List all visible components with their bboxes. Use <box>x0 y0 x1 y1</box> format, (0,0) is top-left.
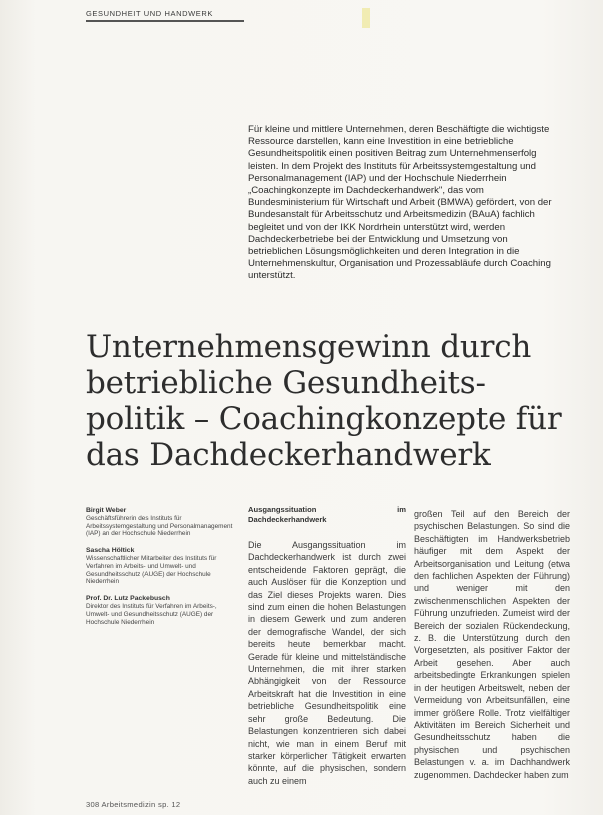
headline-line-1: Unternehmensgewinn durch <box>86 329 532 365</box>
page-footer: 308 Arbeitsmedizin sp. 12 <box>86 800 181 809</box>
author-name: Prof. Dr. Lutz Packebusch <box>86 595 170 603</box>
section-subhead: Ausgangssituation im Dachdeckerhandwerk <box>248 505 406 524</box>
body-text-column-1: Die Ausgangssituation im Dachdeckerhandwerk ist durch zwei entscheidende Faktoren geprägt, die auch Auslöser für die Konzeption und das Ziel dieses Projekts waren. Dies sind zum einen die hohen Belastungen in diesem Gewerk und zum anderen der demografische Wandel, der sich bereits heute bemerkbar macht. Gerade für kleine und mittelständische Unternehmen, die mit ihrer starken Abhängigkeit von der Ressource Arbeitskraft hat die Investition in eine betriebliche Gesundheitspolitik eine sehr große Bedeutung. Die Belastungen konzentrieren sich dabei nicht, wie man in einem Beruf mit starker körperlicher Tätigkeit erwarten könnte, auf die physischen, sondern auch zu einem <box>248 540 406 786</box>
headline-line-4: das Dachdeckerhandwerk <box>86 437 491 473</box>
headline-line-3: politik – Coachingkonzepte für <box>86 401 562 437</box>
intro-paragraph: Für kleine und mittlere Unternehmen, deren Beschäftigte die wichtigste Ressource darstellen, kann eine Investition in eine betriebliche Gesundheitspolitik einen positiven Beitrag zum Unternehmenserfolg leisten. In dem Projekt des Instituts für Arbeitssystemgestaltung und Personalmanagement (IAP) und der Hochschule Niederrhein „Coachingkonzepte im Dachdeckerhandwerk", das vom Bundesministerium für Wirtschaft und Arbeit (BMWA) gefördert, von der Bundesanstalt für Arbeitsschutz und Arbeitsmedizin (BAuA) fachlich begleitet und von der IKK Nordrhein unterstützt wird, werden Dachdeckerbetriebe bei der Entwicklung und Umsetzung von betrieblichen Lösungsmöglichkeiten und deren Integration in die Unternehmenskultur, Organisation und Prozessabläufe durch Coaching unterstützt. <box>248 124 552 282</box>
body-text-column-2: großen Teil auf den Bereich der psychischen Belastungen. So sind die Beschäftigten im Handwerksbetrieb häufiger mit dem Aspekt der Arbeitsorganisation und Leitung (etwa den fachlichen Aspekten der Führung) und weniger mit den zwischenmenschlichen Aspekten der Führung unzufrieden. Zumeist wird der Bereich der sozialen Rückendeckung, z. B. die Unterstützung durch den Vorgesetzten, als positiver Faktor der Arbeit gesehen. Aber auch arbeitsbedingte Erkrankungen spielen in der heutigen Arbeitswelt, neben der Vermeidung von Arbeitsunfällen, eine immer größere Rolle. Trotz vielfältiger Aktivitäten im Bereich Sicherheit und Gesundheitsschutz haben die physischen und psychischen Belastungen v. a. im Dachhandwerk zugenommen. Dachdecker haben zum <box>414 509 570 780</box>
author-name: Birgit Weber <box>86 507 127 514</box>
author-role: Geschäftsführerin des Instituts für Arbeitssystemgestaltung und Personalmanagement (IAP) an der Hochschule Niederrhein <box>86 514 233 538</box>
page-tab-marker <box>362 8 370 28</box>
author-entry <box>86 595 234 626</box>
author-role: Direktor des Instituts für Verfahren im Arbeits-, Umwelt- und Gesundheitsschutz (AUGE) der Hochschule Niederrhein <box>86 602 217 626</box>
article-headline <box>86 329 586 473</box>
author-role: Wissenschaftlicher Mitarbeiter des Instituts für Verfahren im Arbeits- und Umwelt- und Gesundheitsschutz (AUGE) der Hochschule Niederrhein <box>86 554 217 586</box>
article-column-2 <box>414 508 570 781</box>
headline-line-2: betriebliche Gesundheits- <box>86 365 486 401</box>
author-block <box>86 507 234 635</box>
article-column-1 <box>248 505 406 787</box>
author-entry <box>86 547 234 586</box>
author-entry <box>86 507 234 538</box>
author-name: Sascha Höltick <box>86 547 135 555</box>
section-label: GESUNDHEIT UND HANDWERK <box>86 9 214 18</box>
section-rule <box>86 20 244 22</box>
